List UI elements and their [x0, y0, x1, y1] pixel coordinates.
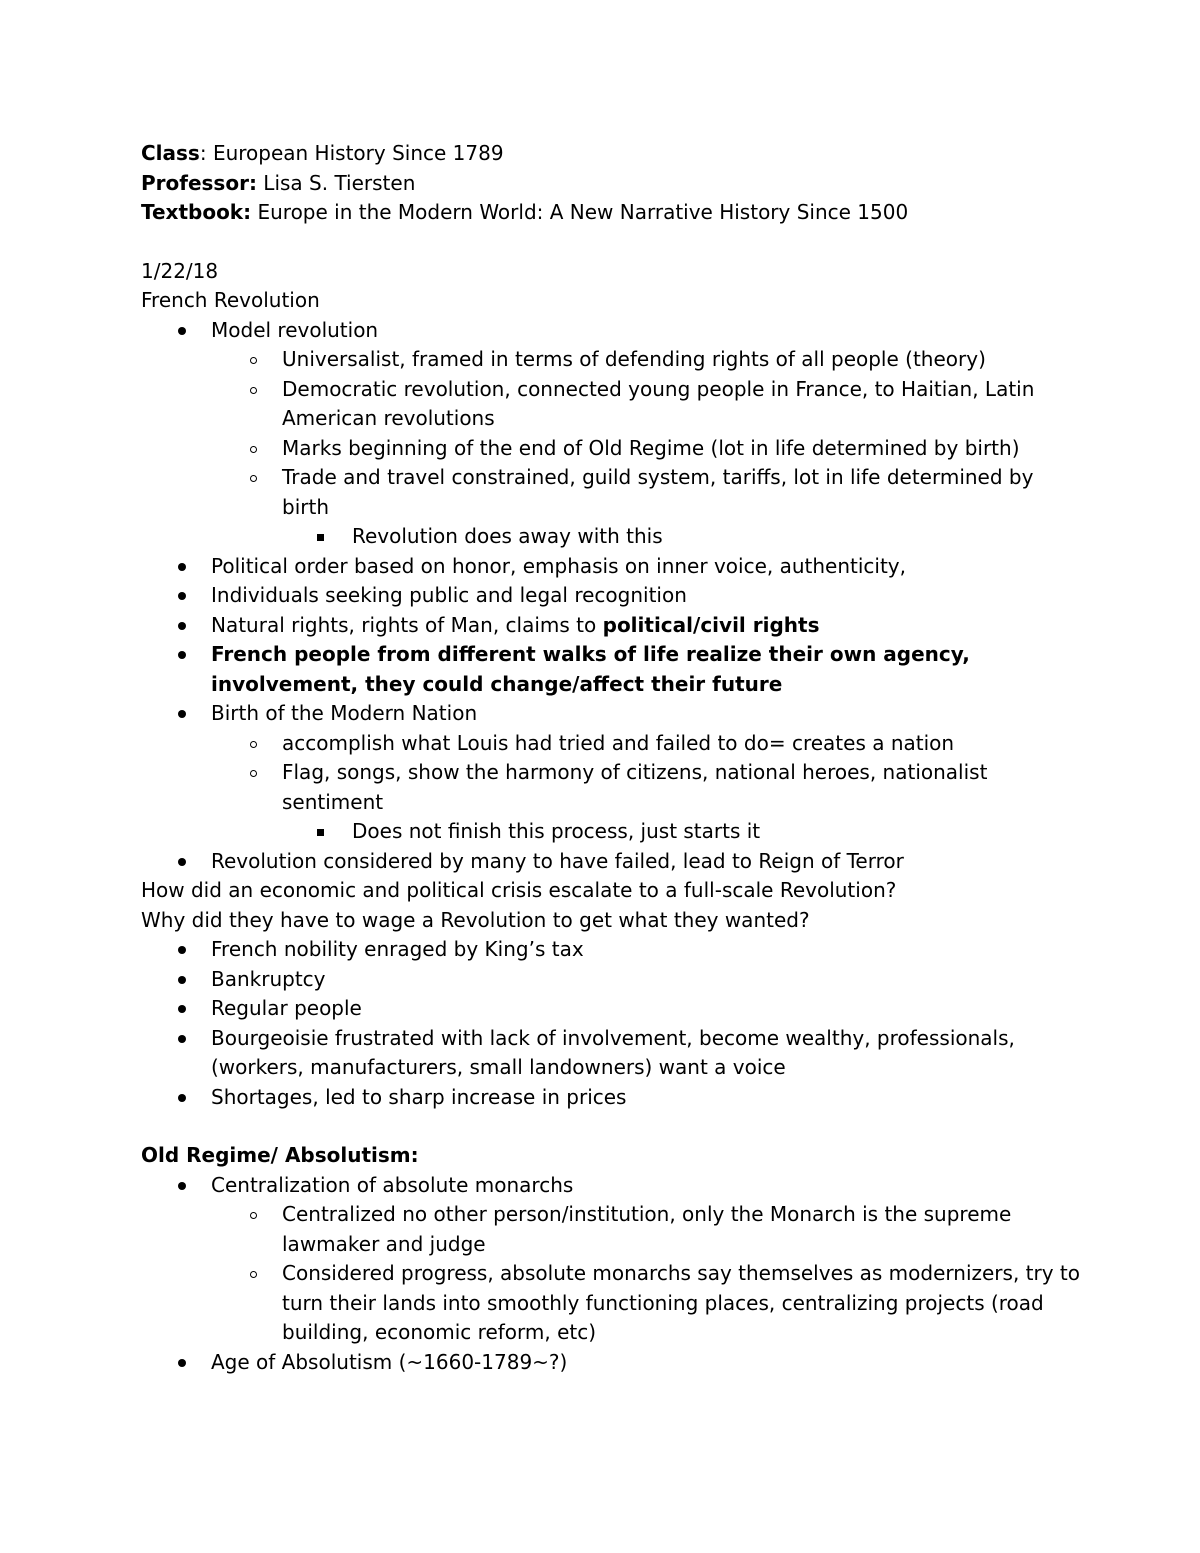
bullet-dot-icon	[178, 976, 186, 984]
textbook-line	[141, 198, 1081, 228]
bullet-circle-icon	[250, 357, 257, 364]
sub-bullet-item	[141, 375, 1081, 434]
sub-bullet-text: Considered progress, absolute monarchs say themselves as modernizers, try to turn their lands into smoothly functioning places, centralizing projects (road building, economic reform, etc)	[282, 1261, 1080, 1344]
textbook-value: Europe in the Modern World: A New Narrative History Since 1500	[251, 200, 909, 224]
tertiary-bullet-item	[141, 522, 1081, 552]
bullet-dot-icon	[178, 946, 186, 954]
bullet-item	[141, 935, 1081, 965]
bullet-circle-icon	[250, 446, 257, 453]
bullet-circle-icon	[250, 741, 257, 748]
bullet-text: Bourgeoisie frustrated with lack of involvement, become wealthy, professionals, (workers, manufacturers, small landowners) want a voice	[211, 1025, 1015, 1079]
bullet-dot-icon	[178, 622, 186, 630]
class-label: Class	[141, 141, 200, 165]
bullet-item	[141, 581, 1081, 611]
sub-bullet-item	[141, 434, 1081, 464]
bullet-item	[141, 552, 1081, 582]
bullet-dot-icon	[178, 651, 186, 659]
class-line	[141, 139, 1081, 169]
bullet-dot-icon	[178, 710, 186, 718]
bullet-circle-icon	[250, 770, 257, 777]
bullet-dot-icon	[178, 1094, 186, 1102]
sub-bullet-item	[141, 463, 1081, 522]
bullet-text: Birth of the Modern Nation	[211, 701, 478, 725]
bullet-item	[141, 1024, 1081, 1083]
sub-bullet-text: Trade and travel constrained, guild system, tariffs, lot in life determined by birth	[282, 465, 1034, 519]
professor-label: Professor:	[141, 170, 257, 195]
bullet-dot-icon	[178, 1005, 186, 1013]
bullet-text: Centralization of absolute monarchs	[211, 1172, 574, 1197]
sub-bullet-text: Centralized no other person/institution, only the Monarch is the supreme lawmaker and judge	[282, 1202, 1012, 1256]
question-line: Why did they have to wage a Revolution to get what they wanted?	[141, 907, 810, 932]
bullet-item	[141, 847, 1081, 877]
sub-bullet-text: Universalist, framed in terms of defending rights of all people (theory)	[282, 347, 986, 371]
bullet-square-icon	[317, 534, 324, 541]
tertiary-bullet-text: Revolution does away with this	[352, 524, 663, 548]
bullet-item	[141, 1083, 1081, 1113]
sub-bullet-item	[141, 1259, 1081, 1348]
bullet-dot-icon	[178, 327, 186, 335]
bullet-circle-icon	[250, 1271, 257, 1278]
bullet-item	[141, 640, 1081, 699]
bullet-text: Age of Absolutism (~1660-1789~?)	[211, 1349, 568, 1374]
bullet-text: Model revolution	[211, 317, 379, 342]
bullet-dot-icon	[178, 1359, 186, 1367]
bullet-text: Individuals seeking public and legal recognition	[211, 583, 687, 607]
date: 1/22/18	[141, 258, 219, 283]
section-title-french-revolution: French Revolution	[141, 288, 320, 312]
sub-bullet-item	[141, 729, 1081, 759]
spacer	[141, 1112, 1081, 1141]
sub-bullet-item	[141, 758, 1081, 817]
document-content	[141, 139, 1081, 1377]
bullet-text: Political order based on honor, emphasis on inner voice, authenticity,	[211, 553, 906, 578]
bullet-text: Regular people	[211, 996, 362, 1020]
bullet-item	[141, 611, 1081, 641]
bullet-dot-icon	[178, 563, 186, 571]
bullet-dot-icon	[178, 1035, 186, 1043]
bullet-item	[141, 1348, 1081, 1378]
bullet-text: French people from different walks of life realize their own agency, involvement, they could change/affect their future	[211, 642, 970, 696]
spacer	[141, 228, 1081, 257]
bullet-item	[141, 316, 1081, 346]
bullet-square-icon	[317, 829, 324, 836]
bullet-text: Natural rights, rights of Man, claims to	[211, 612, 603, 637]
sub-bullet-text: Democratic revolution, connected young people in France, to Haitian, Latin American revolutions	[282, 376, 1035, 430]
sub-bullet-item	[141, 345, 1081, 375]
sub-bullet-text: Flag, songs, show the harmony of citizens, national heroes, nationalist sentiment	[282, 760, 988, 814]
professor-value: Lisa S. Tiersten	[256, 170, 416, 195]
sub-bullet-text: Marks beginning of the end of Old Regime (lot in life determined by birth)	[282, 435, 1020, 460]
bullet-item	[141, 994, 1081, 1024]
bullet-text: Bankruptcy	[211, 966, 326, 991]
bullet-circle-icon	[250, 387, 257, 394]
bullet-circle-icon	[250, 475, 257, 482]
class-value: : European History Since 1789	[199, 141, 504, 165]
bullet-item	[141, 965, 1081, 995]
professor-line	[141, 169, 1081, 199]
sub-bullet-item	[141, 1200, 1081, 1259]
bullet-circle-icon	[250, 1212, 257, 1219]
bullet-bold-text: political/civil rights	[602, 612, 820, 637]
question-line: How did an economic and political crisis escalate to a full-scale Revolution?	[141, 878, 897, 902]
textbook-label: Textbook:	[141, 200, 252, 224]
section-title-old-regime: Old Regime/ Absolutism:	[141, 1143, 419, 1167]
tertiary-bullet-item	[141, 817, 1081, 847]
bullet-text: Shortages, led to sharp increase in prices	[211, 1084, 627, 1109]
sub-bullet-text: accomplish what Louis had tried and failed to do= creates a nation	[282, 730, 955, 755]
bullet-item	[141, 1171, 1081, 1201]
bullet-dot-icon	[178, 858, 186, 866]
bullet-text: French nobility enraged by King’s tax	[211, 937, 584, 961]
tertiary-bullet-text: Does not finish this process, just starts it	[352, 819, 761, 843]
bullet-item	[141, 699, 1081, 729]
bullet-dot-icon	[178, 592, 186, 600]
bullet-text: Revolution considered by many to have failed, lead to Reign of Terror	[211, 848, 904, 873]
bullet-dot-icon	[178, 1182, 186, 1190]
